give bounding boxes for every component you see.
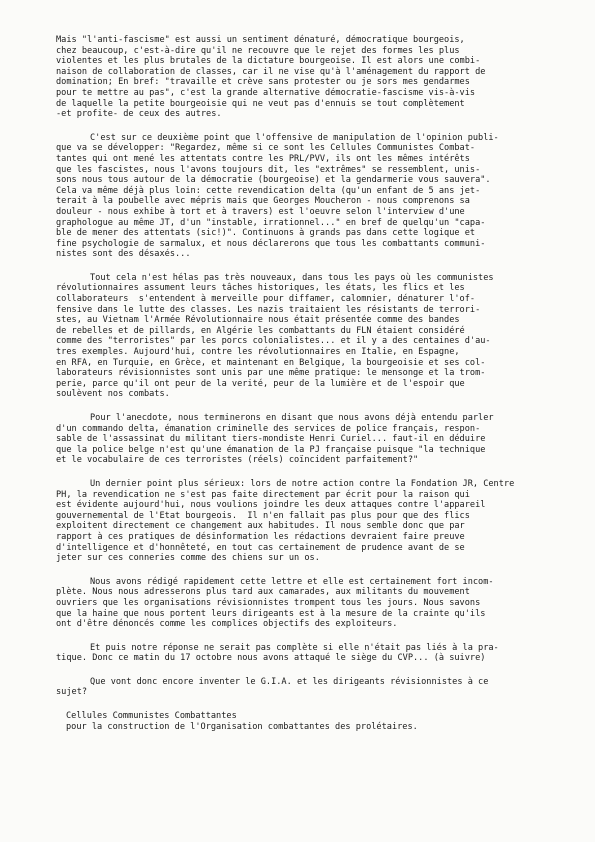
- text-line: fine psychologie de sarmalux, et nous déclarerons que tous les combattants communi-: [56, 238, 486, 249]
- text-line: jeter sur ces conneries comme des chiens sur un os.: [56, 553, 320, 564]
- paragraph-2: [56, 133, 555, 260]
- signature-subtitle: pour la construction de l'Organisation combattantes des prolétaires.: [66, 721, 418, 732]
- text-line: -et profite- de ceux des autres.: [56, 109, 222, 120]
- text-line: rapport à ces pratiques de désinformation les rédactions devraient faire preuve: [56, 531, 465, 542]
- text-line: gouvernemental de l'Etat bourgeois. Il n'en fallait pas plus pour que des flics: [56, 510, 470, 521]
- paragraph-7: [56, 643, 555, 664]
- paragraph-8: [56, 677, 555, 698]
- text-line: Un dernier point plus sérieux: lors de notre action contre la Fondation JR, Centre: [90, 478, 515, 489]
- signature-block: [66, 711, 555, 732]
- text-line: nistes sont des désaxés...: [56, 249, 191, 260]
- text-line: tres exemples. Aujourd'hui, contre les révolutionnaires en Italie, en Espagne,: [56, 347, 460, 358]
- text-line: comme des "terroristes" par les porcs colonialistes... et il y a des centaines d'au-: [56, 336, 491, 347]
- text-line: C'est sur ce deuxième point que l'offensive de manipulation de l'opinion publi-: [90, 132, 499, 143]
- paragraph-1: [56, 35, 555, 120]
- text-line: domination; En bref: "travaille et crève sans protester ou je sors mes gendarmes: [56, 77, 470, 88]
- text-line: que la haine que nous portent leurs dirigeants est à la mesure de la crainte qu'ils: [56, 608, 486, 619]
- text-line: Tout cela n'est hélas pas très nouveaux, dans tous les pays où les communistes: [90, 272, 494, 283]
- text-line: ble de mener des attentats (sic!)". Continuons à grands pas dans cette logique et: [56, 228, 476, 239]
- text-line: d'un commando delta, émanation criminelle des services de police français, respon-: [56, 423, 481, 434]
- paragraph-6: [56, 577, 555, 630]
- text-line: que les fascistes, nous l'avons toujours dit, les "extrêmes" se ressemblent, unis-: [56, 164, 481, 175]
- paragraph-4: [56, 413, 555, 466]
- text-line: violentes et les plus brutales de la dictature bourgeoise. Il est alors une combi-: [56, 56, 481, 67]
- text-line: PH, la revendication ne s'est pas faite directement par écrit pour la raison qui: [56, 489, 470, 500]
- paragraph-5: [56, 479, 555, 564]
- text-line: tique. Donc ce matin du 17 octobre nous avons attaqué le siège du CVP... (à suivre): [56, 653, 486, 664]
- paragraph-3: [56, 273, 555, 400]
- text-line: Nous avons rédigé rapidement cette lettre et elle est certainement fort incom-: [90, 576, 494, 587]
- text-line: sons nous tous autour de la démocratie (bourgeoise) et la gendarmerie vous sauvera".: [56, 175, 491, 186]
- text-line: ouvriers que les organisations révisionnistes trompent tous les jours. Nous savons: [56, 597, 481, 608]
- text-line: douleur - nous exhibe à tort et à travers) est l'oeuvre selon l'interview d'une: [56, 206, 465, 217]
- text-line: tantes qui ont mené les attentats contre les PRL/PVV, ils ont les mêmes intérêts: [56, 153, 470, 164]
- text-line: graphologue au même JT, d'un "instable, irrationnel..." en bref de quelqu'un "capa-: [56, 217, 486, 228]
- text-line: Pour l'anecdote, nous terminerons en disant que nous avons déjà entendu parler: [90, 413, 494, 423]
- text-line: laborateurs révisionnistes sont unis par une même pratique: le mensonge et la trom-: [56, 368, 486, 379]
- text-line: plète. Nous nous adresserons plus tard aux camarades, aux militants du mouvement: [56, 587, 470, 598]
- text-line: Cela va même déjà plus loin: cette revendication delta (qu'un enfant de 5 ans jet-: [56, 185, 481, 196]
- text-line: d'intelligence et d'honnêteté, en tout cas certainement de prudence avant de se: [56, 542, 465, 553]
- document-body: [56, 35, 555, 698]
- text-line: pour te mettre au pas", c'est la grande alternative démocratie-fascisme vis-à-vis: [56, 87, 476, 98]
- text-line: en RFA, en Turquie, en Grèce, et maintenant en Belgique, la bourgeoisie et ses col-: [56, 357, 486, 368]
- text-line: soulèvent nos combats.: [56, 389, 170, 400]
- text-line: de rebelles et de pillards, en Algérie les combattants du FLN étaient considéré: [56, 325, 465, 336]
- text-line: que va se développer: "Regardez, même si ce sont les Cellules Communistes Combat-: [56, 143, 476, 154]
- text-line: et le vocabulaire de ces terroristes (réels) coïncident parfaitement?": [56, 455, 419, 466]
- text-line: de laquelle la petite bourgeoisie qui ne veut pas d'ennuis se tout complètement: [56, 98, 465, 109]
- text-line: sujet?: [56, 687, 88, 698]
- text-line: stes, au Vietnam l'Armée Révolutionnaire nous était présentée comme des bandes: [56, 315, 460, 326]
- text-line: naison de collaboration de classes, car il ne vise qu'à l'aménagement du rapport de: [56, 66, 486, 77]
- text-line: exploitent directement ce changement aux habitudes. Il nous semble donc que par: [56, 521, 465, 532]
- text-line: révolutionnaires assument leurs tâches historiques, les états, les flics et les: [56, 283, 465, 294]
- text-line: Que vont donc encore inventer le G.I.A. et les dirigeants révisionnistes à ce: [90, 676, 489, 687]
- signature-name: Cellules Communistes Combattantes: [66, 711, 237, 722]
- text-line: que la police belge n'est qu'une émanation de la PJ française puisque "la technique: [56, 444, 486, 455]
- text-line: ont d'être dénoncés comme les complices objectifs des exploiteurs.: [56, 619, 398, 630]
- text-line: chez beaucoup, c'est-à-dire qu'il ne recouvre que le rejet des formes les plus: [56, 45, 460, 56]
- text-line: perie, parce qu'il ont peur de la verité, peur de la lumière et de l'espoir que: [56, 378, 465, 389]
- text-line: est évidente aujourd'hui, nous voulions joindre les deux attaques contre l'appareil: [56, 500, 486, 511]
- text-line: Et puis notre réponse ne serait pas complète si elle n'était pas liés à la pra-: [90, 642, 499, 653]
- text-line: collaborateurs s'entendent à merveille pour diffamer, calomnier, dénaturer l'of-: [56, 294, 476, 305]
- text-line: sable de l'assassinat du militant tiers-mondiste Henri Curiel... faut-il en déduire: [56, 434, 486, 445]
- text-line: fensive dans le lutte des classes. Les nazis traitaient les résistants de terrori-: [56, 304, 481, 315]
- text-line: Mais "l'anti-fascisme" est aussi un sentiment dénaturé, démocratique bourgeois,: [56, 35, 465, 45]
- text-line: terait à la poubelle avec mépris mais que Georges Moucheron - nous comprenons sa: [56, 196, 470, 207]
